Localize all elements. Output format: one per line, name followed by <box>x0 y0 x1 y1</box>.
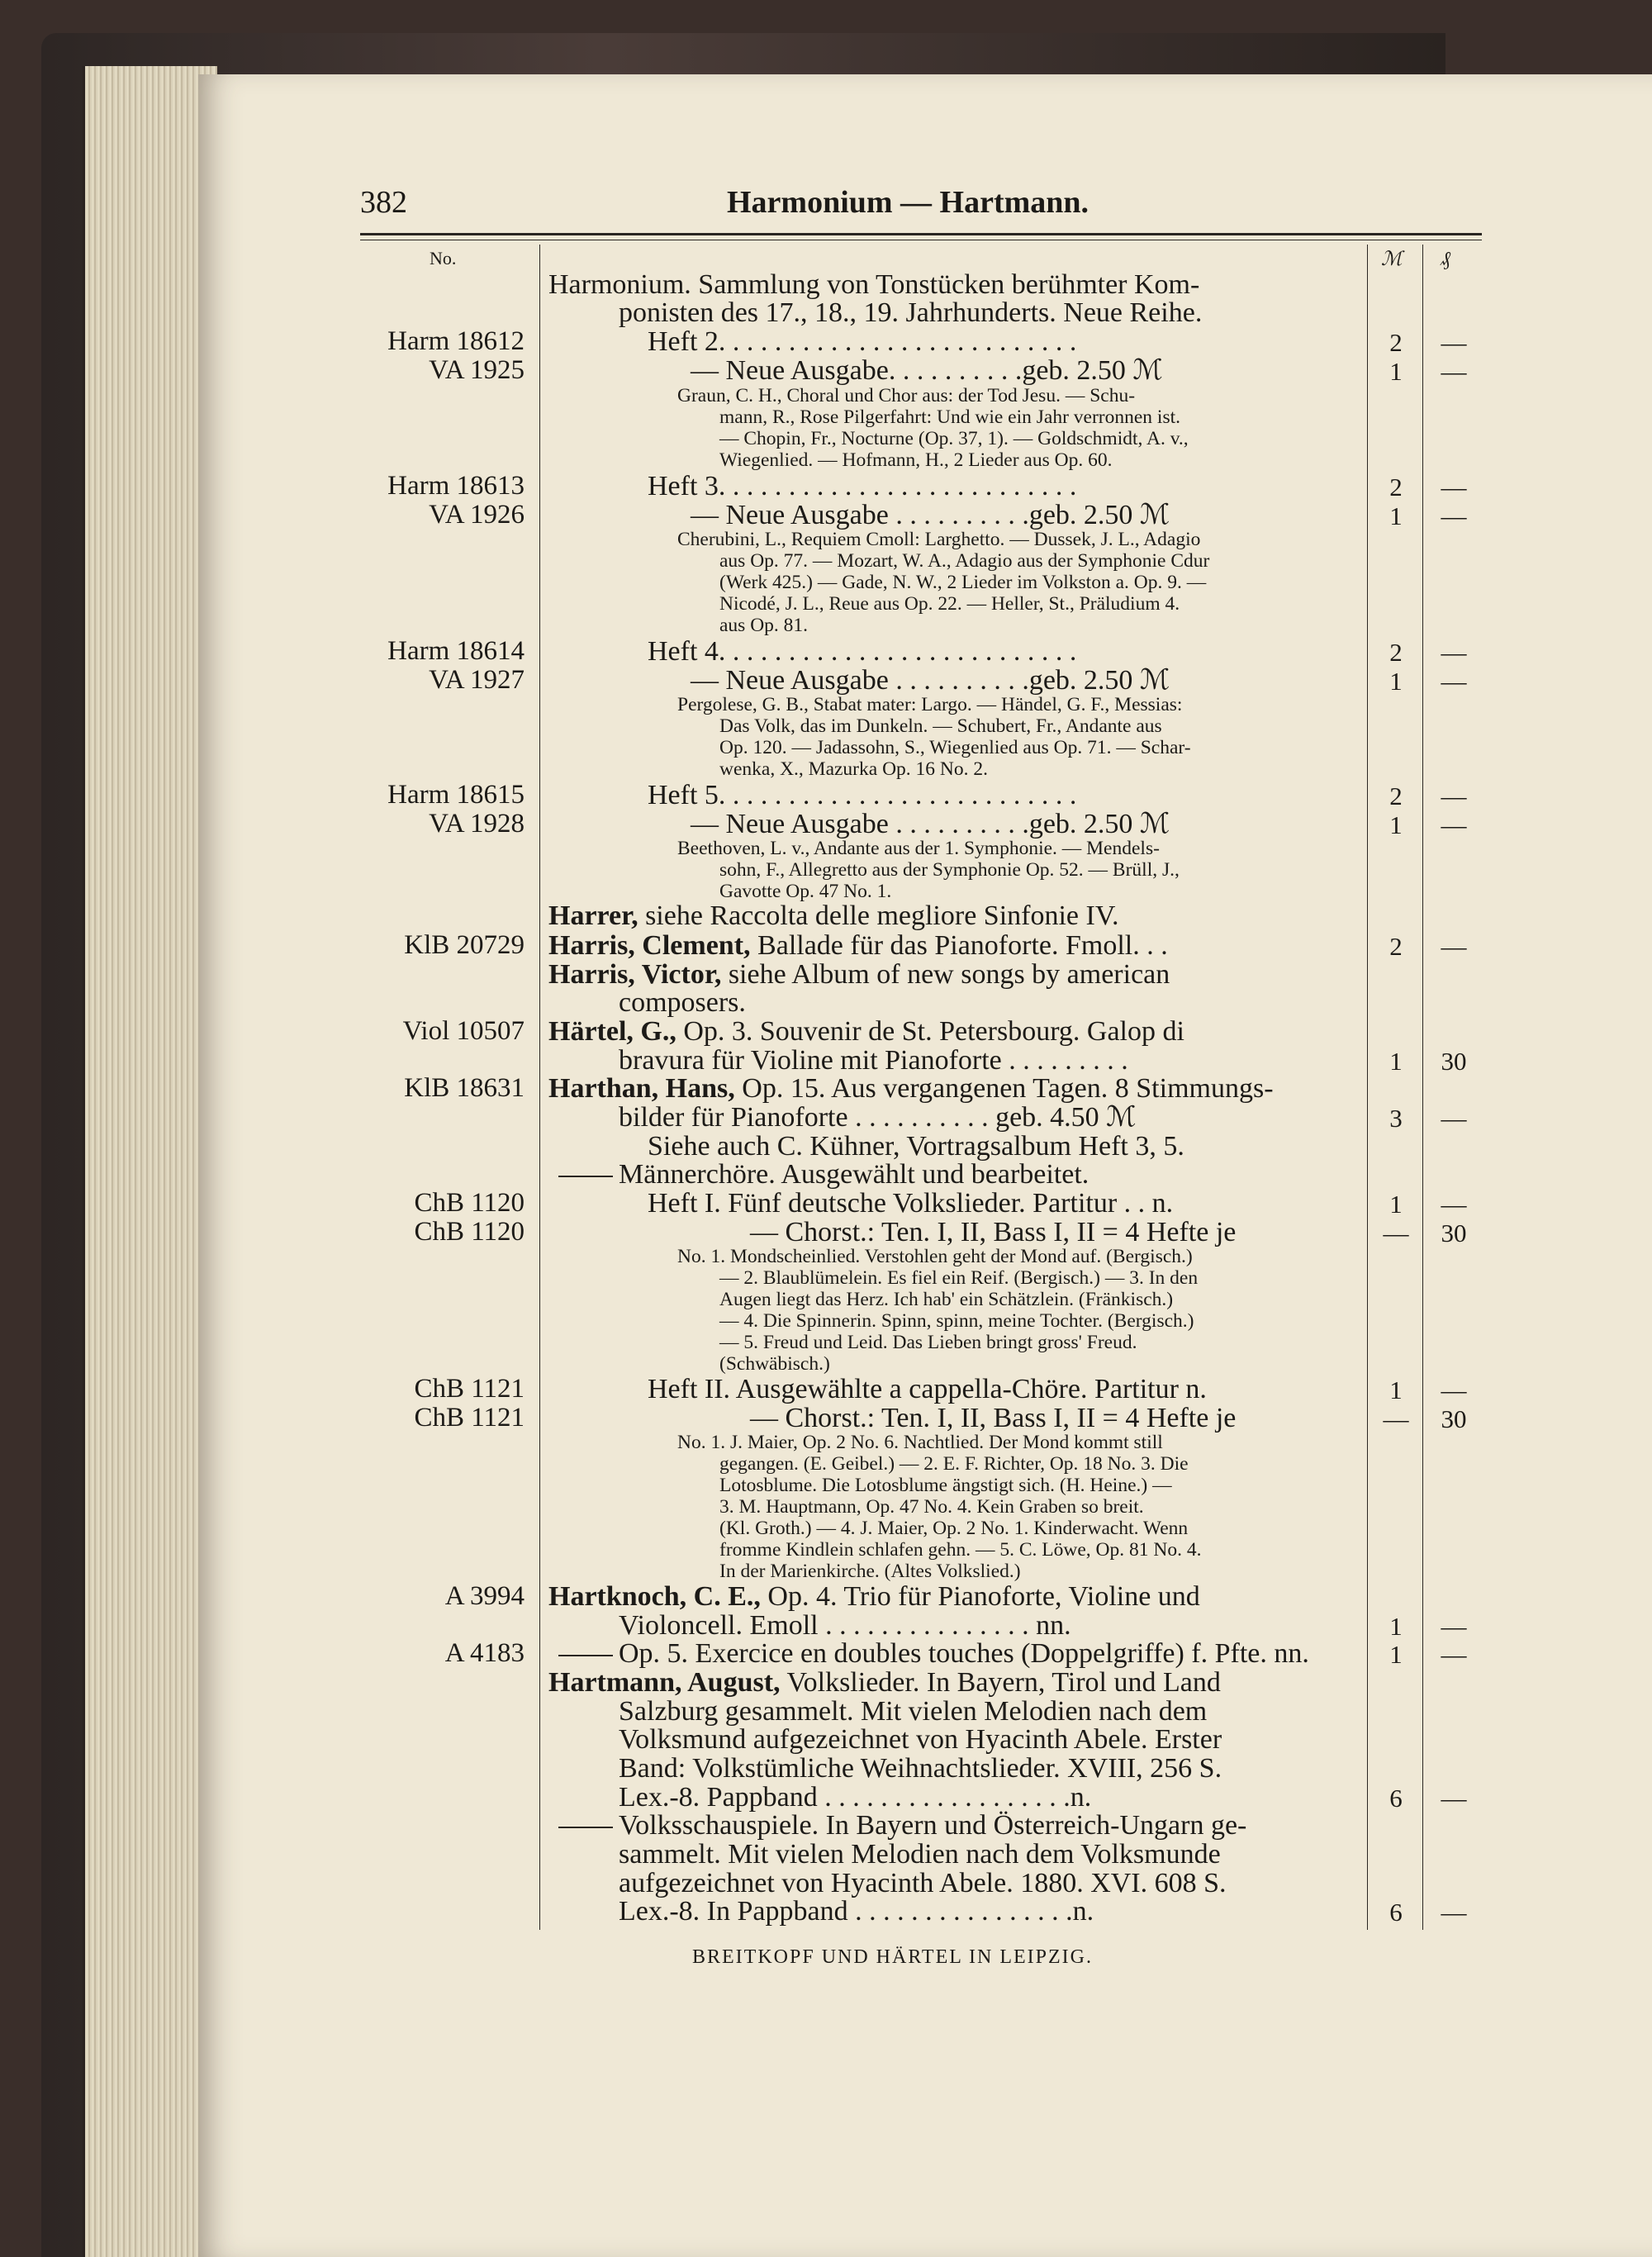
entry-line <box>648 1190 1173 1218</box>
price-mark: 2 <box>1389 782 1403 810</box>
entry-line <box>719 616 808 636</box>
entry-text: Männerchöre. Ausgewählt und bearbeitet. <box>619 1159 1089 1190</box>
entry-text: Graun, C. H., Choral und Chor aus: der Tod Jesu. — Schu- <box>677 385 1136 406</box>
entry-text: Lotosblume. Die Lotosblume ängstigt sich. (H. Heine.) — <box>719 1475 1172 1496</box>
entry-line <box>719 717 1162 737</box>
entry-line <box>719 1541 1201 1561</box>
entry-text: Heft 2. . . . . . . . . . . . . . . . . . . . . . . . . . <box>648 326 1077 357</box>
composer-name: Harthan, Hans, <box>548 1073 735 1104</box>
entry-text: Heft 3. . . . . . . . . . . . . . . . . . . . . . . . . . <box>648 471 1077 501</box>
entry-line <box>619 1698 1207 1726</box>
entry-line <box>750 1219 1236 1247</box>
entry-text: In der Marienkirche. (Altes Volkslied.) <box>719 1561 1021 1582</box>
entry-line <box>619 1726 1222 1754</box>
entry-text: (Werk 425.) — Gade, N. W., 2 Lieder im Volkston a. Op. 9. — <box>719 572 1207 593</box>
price-pfennig: — <box>1441 932 1467 961</box>
catalog-number: KlB 20729 <box>404 930 525 960</box>
entry-line <box>719 1498 1144 1518</box>
entry-line <box>648 638 1076 666</box>
entry-line <box>719 1476 1172 1496</box>
catalog-number: Viol 10507 <box>402 1016 525 1046</box>
entry-line <box>719 1519 1188 1539</box>
entry-text: Augen liegt das Herz. Ich hab' ein Schätzlein. (Fränkisch.) <box>719 1289 1174 1310</box>
price-pfennig: — <box>1441 1784 1467 1813</box>
entry-text: — Neue Ausgabe . . . . . . . . . .geb. 2.50 ℳ <box>691 500 1170 530</box>
price-pfennig: — <box>1441 1376 1467 1404</box>
entry-line <box>648 328 1076 356</box>
entry-line <box>619 1784 1091 1812</box>
catalog-number: Harm 18613 <box>387 471 525 501</box>
entry-line <box>619 1870 1227 1898</box>
entry-text: Volksschauspiele. In Bayern und Österreich-Ungarn ge- <box>619 1810 1247 1841</box>
entry-text: Wiegenlied. — Hofmann, H., 2 Lieder aus Op. 60. <box>719 449 1113 471</box>
entry-line <box>719 739 1191 758</box>
entry-line <box>648 1133 1184 1161</box>
catalog-number: ChB 1120 <box>414 1188 525 1218</box>
entry-line <box>719 552 1209 572</box>
price-pfennig: — <box>1441 1640 1467 1669</box>
catalog-number: KlB 18631 <box>404 1073 525 1103</box>
entry-line <box>677 387 1135 406</box>
column-header-mark: ℳ <box>1381 249 1403 270</box>
price-pfennig: — <box>1441 328 1467 357</box>
entry-text: Lex.-8. Pappband . . . . . . . . . . . . . . . . . .n. <box>619 1782 1092 1813</box>
catalog-number: ChB 1120 <box>414 1217 525 1247</box>
entry-text: mann, R., Rose Pilgerfahrt: Und wie ein Jahr verronnen ist. <box>719 406 1181 428</box>
entry-text: Violoncell. Emoll . . . . . . . . . . . . . . . nn. <box>619 1610 1071 1641</box>
entry-line <box>619 1812 1246 1840</box>
entry-text: Heft 5. . . . . . . . . . . . . . . . . . . . . . . . . . <box>648 780 1077 810</box>
entry-line <box>691 501 1170 530</box>
entry-text: — Neue Ausgabe . . . . . . . . . .geb. 2.50 ℳ <box>691 665 1170 696</box>
entry-line <box>619 1898 1094 1926</box>
price-mark: 1 <box>1389 1612 1403 1641</box>
price-pfennig: 30 <box>1441 1219 1467 1247</box>
entry-line <box>619 299 1202 327</box>
entry-line <box>677 530 1200 550</box>
entry-text: — 5. Freud und Leid. Das Lieben bringt gross' Freud. <box>719 1332 1137 1353</box>
entry-text: Op. 15. Aus vergangenen Tagen. 8 Stimmungs- <box>734 1073 1274 1104</box>
entry-line <box>719 451 1112 471</box>
entry-line <box>548 902 1119 930</box>
entry-text: aus Op. 77. — Mozart, W. A., Adagio aus der Symphonie Cdur <box>719 550 1210 572</box>
price-mark: 1 <box>1389 1640 1403 1669</box>
entry-text: Volksmund aufgezeichnet von Hyacinth Abele. Erster <box>619 1724 1222 1755</box>
entry-text: Gavotte Op. 47 No. 1. <box>719 881 892 902</box>
entry-text: Band: Volkstümliche Weihnachtslieder. XVIII, 256 S. <box>619 1753 1222 1784</box>
entry-text: — Neue Ausgabe . . . . . . . . . .geb. 2.50 ℳ <box>691 809 1170 839</box>
entry-text: — 2. Blaublümelein. Es fiel ein Reif. (Bergisch.) — 3. In den <box>719 1267 1199 1289</box>
price-pfennig: — <box>1441 810 1467 839</box>
entry-text: Salzburg gesammelt. Mit vielen Melodien nach dem <box>619 1696 1208 1727</box>
entry-text: (Schwäbisch.) <box>719 1353 830 1375</box>
entry-line <box>619 1841 1221 1869</box>
price-mark: 6 <box>1389 1784 1403 1813</box>
entry-text: Op. 120. — Jadassohn, S., Wiegenlied aus Op. 71. — Schar- <box>719 737 1191 758</box>
entry-text: siehe Raccolta delle megliore Sinfonie IV. <box>638 900 1119 931</box>
price-mark: 2 <box>1389 328 1403 357</box>
entry-line <box>719 760 988 780</box>
entry-text: Op. 5. Exercice en doubles touches (Doppelgriffe) f. Pfte. nn. <box>619 1638 1309 1669</box>
entry-text: — 4. Die Spinnerin. Spinn, spinn, meine Tochter. (Bergisch.) <box>719 1310 1194 1332</box>
entry-text: ponisten des 17., 18., 19. Jahrhunderts. Neue Reihe. <box>619 297 1203 328</box>
entry-text: bravura für Violine mit Pianoforte . . . . . . . . . <box>619 1045 1128 1076</box>
entry-line <box>548 932 1168 960</box>
ditto-dash <box>558 1655 613 1656</box>
composer-name: Harris, Victor, <box>548 959 722 990</box>
price-mark: 1 <box>1389 667 1403 696</box>
entry-text: Siehe auch C. Kühner, Vortragsalbum Heft 3, 5. <box>648 1131 1184 1162</box>
ditto-dash <box>558 1176 613 1177</box>
entry-text: siehe Album of new songs by american <box>721 959 1170 990</box>
entry-text: sohn, F., Allegretto aus der Symphonie Op. 52. — Brüll, J., <box>719 859 1180 881</box>
price-mark: 1 <box>1389 1190 1403 1219</box>
entry-line <box>691 810 1170 839</box>
ditto-dash <box>558 1827 613 1828</box>
price-mark: 1 <box>1389 1376 1403 1404</box>
composer-name: Hartknoch, C. E., <box>548 1581 761 1612</box>
entry-text: — Chorst.: Ten. I, II, Bass I, II = 4 Hefte je <box>750 1403 1237 1433</box>
entry-text: Harmonium. Sammlung von Tonstücken berühmter Kom- <box>548 269 1200 300</box>
price-pfennig: — <box>1441 357 1467 386</box>
column-header-no: No. <box>430 248 457 268</box>
entry-line <box>648 473 1076 501</box>
entry-line <box>548 1018 1184 1046</box>
page-edges <box>83 66 217 2257</box>
entry-text: No. 1. Mondscheinlied. Verstohlen geht der Mond auf. (Bergisch.) <box>677 1246 1193 1267</box>
entry-text: Nicodé, J. L., Reue aus Op. 22. — Heller, St., Präludium 4. <box>719 593 1180 615</box>
composer-name: Harris, Clement, <box>548 930 751 961</box>
entry-text: composers. <box>619 987 746 1018</box>
price-mark: 1 <box>1389 357 1403 386</box>
column-header-pf: ₰ <box>1441 249 1450 270</box>
price-mark: 6 <box>1389 1898 1403 1927</box>
entry-text: wenka, X., Mazurka Op. 16 No. 2. <box>719 758 989 780</box>
entry-line <box>648 1376 1207 1404</box>
entry-text: Pergolese, G. B., Stabat mater: Largo. — Händel, G. F., Messias: <box>677 694 1183 715</box>
column-rule-mark-left <box>1367 245 1368 1930</box>
entry-text: aufgezeichnet von Hyacinth Abele. 1880. XVI. 608 S. <box>619 1868 1227 1898</box>
entry-text: (Kl. Groth.) — 4. J. Maier, Op. 2 No. 1. Kinderwacht. Wenn <box>719 1518 1189 1539</box>
entry-line <box>548 1583 1200 1611</box>
entry-line <box>677 696 1182 715</box>
entry-line <box>719 1355 830 1375</box>
entry-line <box>719 1269 1198 1289</box>
entry-text: gegangen. (E. Geibel.) — 2. E. F. Richter, Op. 18 No. 3. Die <box>719 1453 1189 1475</box>
entry-text: bilder für Pianoforte . . . . . . . . . . geb. 4.50 ℳ <box>619 1102 1137 1133</box>
entry-line <box>719 408 1180 428</box>
entry-line <box>677 1433 1163 1453</box>
composer-name: Hartmann, August, <box>548 1667 781 1698</box>
entry-line <box>619 1161 1089 1189</box>
entry-text: 3. M. Hauptmann, Op. 47 No. 4. Kein Graben so breit. <box>719 1496 1144 1518</box>
price-mark: 1 <box>1389 810 1403 839</box>
price-mark: 2 <box>1389 638 1403 667</box>
entry-text: sammelt. Mit vielen Melodien nach dem Volksmunde <box>619 1839 1221 1870</box>
entry-text: aus Op. 81. <box>719 615 809 636</box>
publisher-footer: BREITKOPF UND HÄRTEL IN LEIPZIG. <box>692 1946 1093 1968</box>
entry-line <box>619 1612 1071 1640</box>
entry-text: Cherubini, L., Requiem Cmoll: Larghetto. — Dussek, J. L., Adagio <box>677 529 1201 550</box>
price-pfennig: 30 <box>1441 1047 1467 1076</box>
entry-line <box>691 667 1170 695</box>
entry-text: Beethoven, L. v., Andante aus der 1. Symphonie. — Mendels- <box>677 838 1160 859</box>
price-pfennig: — <box>1441 638 1467 667</box>
entry-text: Das Volk, das im Dunkeln. — Schubert, Fr., Andante aus <box>719 715 1162 737</box>
entry-line <box>719 1290 1173 1310</box>
price-pfennig: — <box>1441 1104 1467 1133</box>
entry-line <box>750 1404 1236 1433</box>
entry-text: Op. 4. Trio für Pianoforte, Violine und <box>760 1581 1200 1612</box>
entry-line <box>619 1047 1128 1075</box>
price-pfennig: — <box>1441 782 1467 810</box>
price-pfennig: — <box>1441 1612 1467 1641</box>
entry-text: Heft I. Fünf deutsche Volkslieder. Partitur . . n. <box>648 1188 1174 1219</box>
entry-text: Volkslieder. In Bayern, Tirol und Land <box>780 1667 1221 1698</box>
entry-line <box>548 1669 1221 1697</box>
entry-line <box>548 961 1170 989</box>
catalog-number: VA 1928 <box>429 809 525 839</box>
price-pfennig: 30 <box>1441 1404 1467 1433</box>
entry-text: — Chopin, Fr., Nocturne (Op. 37, 1). — Goldschmidt, A. v., <box>719 428 1189 449</box>
page-number: 382 <box>360 185 407 220</box>
entry-line <box>548 271 1199 299</box>
price-mark: 2 <box>1389 932 1403 961</box>
entry-line <box>619 1640 1309 1668</box>
page-title: Harmonium — Hartmann. <box>727 185 1089 220</box>
price-mark: — <box>1383 1404 1409 1433</box>
catalog-number: ChB 1121 <box>414 1403 525 1433</box>
price-pfennig: — <box>1441 473 1467 501</box>
entry-line <box>648 782 1076 810</box>
header-rule <box>360 233 1482 235</box>
entry-line <box>691 357 1163 385</box>
entry-line <box>619 1755 1222 1783</box>
price-mark: 3 <box>1389 1104 1403 1133</box>
entry-text: Heft 4. . . . . . . . . . . . . . . . . . . . . . . . . . <box>648 636 1077 667</box>
entry-line <box>719 1562 1021 1582</box>
entry-text: Op. 3. Souvenir de St. Petersbourg. Galop di <box>676 1016 1184 1047</box>
catalog-number: ChB 1121 <box>414 1374 525 1404</box>
catalog-number: A 3994 <box>444 1581 525 1611</box>
entry-line <box>619 1104 1137 1132</box>
catalog-number: VA 1926 <box>429 500 525 530</box>
entry-text: — Chorst.: Ten. I, II, Bass I, II = 4 Hefte je <box>750 1217 1237 1247</box>
column-rule-left <box>539 245 540 1930</box>
column-rule-mark-right <box>1422 245 1423 1930</box>
price-pfennig: — <box>1441 667 1467 696</box>
entry-text: Ballade für das Pianoforte. Fmoll. . . <box>750 930 1168 961</box>
entry-line <box>548 1075 1274 1103</box>
price-pfennig: — <box>1441 1898 1467 1927</box>
price-mark: 1 <box>1389 501 1403 530</box>
entry-text: fromme Kindlein schlafen gehn. — 5. C. Löwe, Op. 81 No. 4. <box>719 1539 1202 1561</box>
entry-text: — Neue Ausgabe. . . . . . . . . .geb. 2.50 ℳ <box>691 355 1163 386</box>
entry-line <box>719 595 1180 615</box>
entry-line <box>719 1455 1189 1475</box>
price-mark: 2 <box>1389 473 1403 501</box>
entry-text: Heft II. Ausgewählte a cappella-Chöre. Partitur n. <box>648 1374 1207 1404</box>
entry-line <box>719 861 1180 881</box>
composer-name: Harrer, <box>548 900 638 931</box>
entry-line <box>619 989 746 1017</box>
entry-line <box>677 1247 1193 1267</box>
entry-line <box>719 882 891 902</box>
price-mark: 1 <box>1389 1047 1403 1076</box>
entry-line <box>719 1333 1137 1353</box>
entry-line <box>719 430 1189 449</box>
catalog-number: VA 1925 <box>429 355 525 385</box>
catalog-number: VA 1927 <box>429 665 525 695</box>
catalog-number: A 4183 <box>444 1638 525 1668</box>
price-mark: — <box>1383 1219 1409 1247</box>
catalog-number: Harm 18614 <box>387 636 525 666</box>
price-pfennig: — <box>1441 501 1467 530</box>
entry-line <box>677 839 1160 859</box>
entry-text: Lex.-8. In Pappband . . . . . . . . . . . . . . . .n. <box>619 1896 1094 1927</box>
entry-text: No. 1. J. Maier, Op. 2 No. 6. Nachtlied. Der Mond kommt still <box>677 1432 1163 1453</box>
entry-line <box>719 573 1206 593</box>
catalog-number: Harm 18615 <box>387 780 525 810</box>
composer-name: Härtel, G., <box>548 1016 676 1047</box>
catalog-number: Harm 18612 <box>387 326 525 356</box>
price-pfennig: — <box>1441 1190 1467 1219</box>
entry-line <box>719 1312 1194 1332</box>
